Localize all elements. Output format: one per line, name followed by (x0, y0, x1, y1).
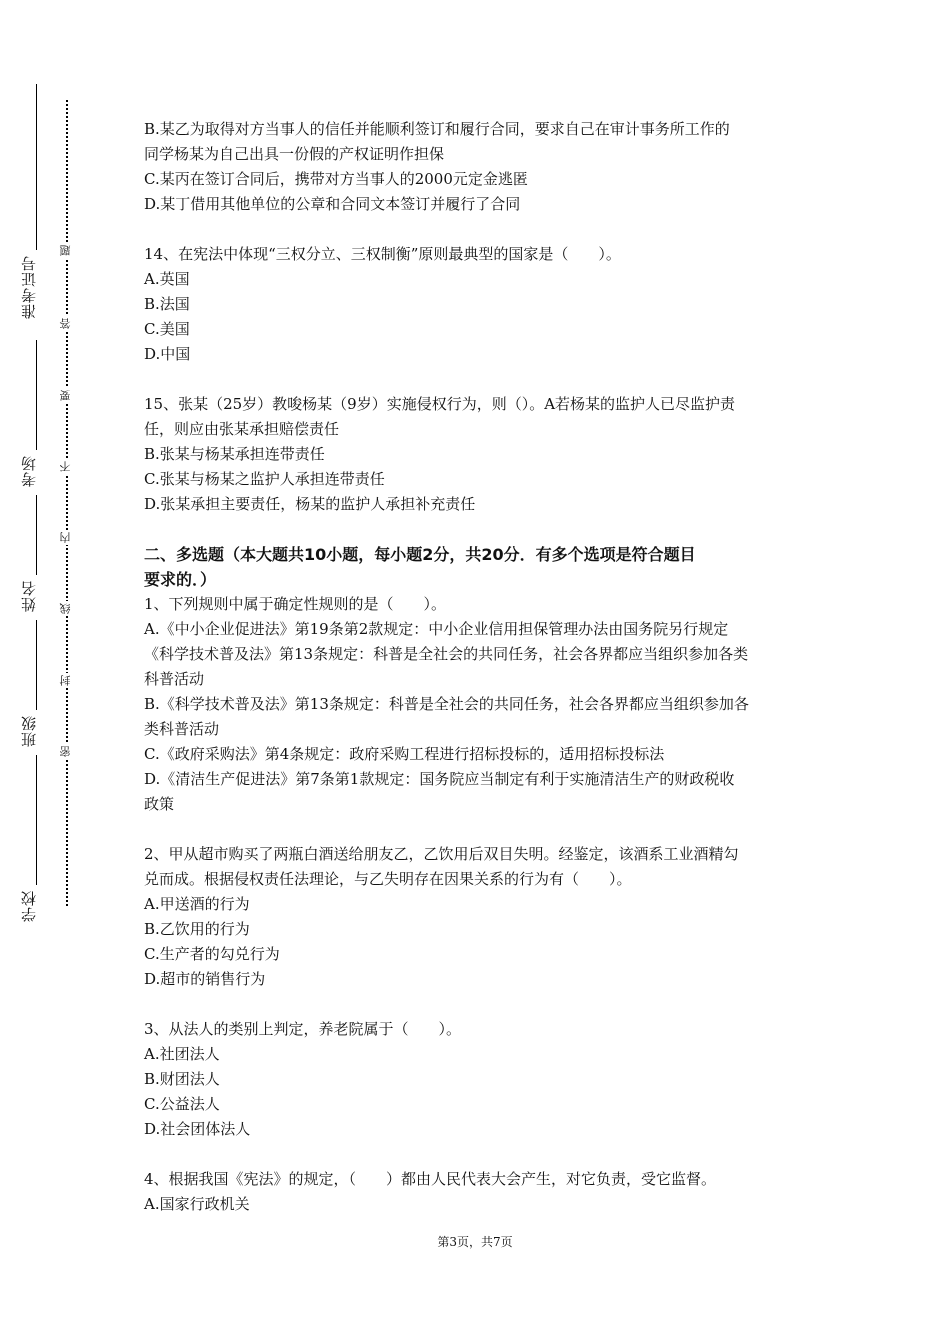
seal-char-2: 答 (59, 318, 72, 329)
section-2-question-4 (144, 1167, 814, 1217)
q13-line: 同学杨某为自己出具一份假的产权证明作担保 (144, 145, 445, 163)
s2-q4-line: 4、根据我国《宪法》的规定，（ ）都由人民代表大会产生，对它负责，受它监督。 (144, 1170, 717, 1188)
s2-q3-line: C.公益法人 (144, 1095, 220, 1113)
section-2-question-2 (144, 842, 814, 992)
seal-char-7: 封 (59, 675, 72, 686)
label-school: 学校 (20, 890, 38, 922)
s2-q1-line: D.《清洁生产促进法》第7条第1款规定：国务院应当制定有利于实施清洁生产的财政税收 (144, 770, 735, 788)
q15-line: C.张某与杨某之监护人承担连带责任 (144, 470, 385, 488)
s2-q1-line: 科普活动 (144, 670, 205, 688)
question-15 (144, 392, 814, 517)
q15-line: D.张某承担主要责任，杨某的监护人承担补充责任 (144, 495, 476, 513)
margin-rule-5 (36, 755, 37, 885)
s2-q4-line: A.国家行政机关 (144, 1195, 250, 1213)
q13-line: B.某乙为取得对方当事人的信任并能顺利签订和履行合同，要求自己在审计事务所工作的 (144, 120, 730, 138)
seal-char-8: 密 (59, 746, 72, 757)
q14-option-c: C.美国 (144, 320, 190, 338)
s2-q1-line: A.《中小企业促进法》第19条第2款规定：中小企业信用担保管理办法由国务院另行规定 (144, 620, 729, 638)
s2-q3-line: B.财团法人 (144, 1070, 220, 1088)
seal-char-1: 题 (59, 245, 72, 256)
s2-q3-line: D.社会团体法人 (144, 1120, 251, 1138)
q14-option-d: D.中国 (144, 345, 191, 363)
margin-rule-4 (36, 620, 37, 710)
seal-char-6: 线 (59, 603, 72, 614)
q15-line: 任，则应由张某承担赔偿责任 (144, 420, 340, 438)
section-2-heading: 要求的．） (144, 570, 217, 589)
s2-q2-line: B.乙饮用的行为 (144, 920, 250, 938)
s2-q1-line: 《科学技术普及法》第13条规定：科普是全社会的共同任务，社会各界都应当组织参加各类 (144, 645, 749, 663)
label-exam-room: 考场 (20, 455, 38, 487)
s2-q2-line: D.超市的销售行为 (144, 970, 266, 988)
section-2-question-3 (144, 1017, 814, 1142)
label-exam-number: 准考证号 (20, 255, 38, 319)
q15-line: 15、张某（25岁）教唆杨某（9岁）实施侵权行为，则（）。A若杨某的监护人已尽监护责 (144, 395, 736, 413)
s2-q1-line: 1、下列规则中属于确定性规则的是（ ）。 (144, 595, 447, 613)
binding-margin (0, 0, 110, 1344)
s2-q1-line: B.《科学技术普及法》第13条规定：科普是全社会的共同任务，社会各界都应当组织参加各 (144, 695, 749, 713)
section-2-heading: 二、多选题（本大题共10小题，每小题2分，共20分．有多个选项是符合题目 (144, 545, 696, 564)
q13-line: C.某丙在签订合同后，携带对方当事人的2000元定金逃匿 (144, 170, 528, 188)
q14-option-b: B.法国 (144, 295, 190, 313)
s2-q2-line: 兑而成。根据侵权责任法理论，与乙失明存在因果关系的行为有（ ）。 (144, 870, 632, 888)
label-class: 班级 (20, 715, 38, 747)
s2-q2-line: 2、甲从超市购买了两瓶白酒送给朋友乙，乙饮用后双目失明。经鉴定，该酒系工业酒精勾 (144, 845, 739, 863)
section-2 (144, 542, 814, 817)
s2-q1-line: C.《政府采购法》第4条规定：政府采购工程进行招标投标的，适用招标投标法 (144, 745, 665, 763)
q13-line: D.某丁借用其他单位的公章和合同文本签订并履行了合同 (144, 195, 521, 213)
s2-q2-line: C.生产者的勾兑行为 (144, 945, 280, 963)
q14-option-a: A.英国 (144, 270, 190, 288)
q14-stem: 14、在宪法中体现“三权分立、三权制衡”原则最典型的国家是（ ）。 (144, 245, 621, 263)
q15-line: B.张某与杨某承担连带责任 (144, 445, 325, 463)
s2-q3-line: A.社团法人 (144, 1045, 220, 1063)
margin-rule-2 (36, 340, 37, 450)
margin-rule-1 (36, 84, 37, 250)
page-footer: 第3页，共7页 (437, 1235, 513, 1249)
label-name: 姓名 (20, 580, 38, 612)
s2-q2-line: A.甲送酒的行为 (144, 895, 250, 913)
question-13-continued (144, 117, 814, 217)
s2-q3-line: 3、从法人的类别上判定，养老院属于（ ）。 (144, 1020, 462, 1038)
seal-char-3: 要 (59, 390, 72, 401)
s2-q1-line: 政策 (144, 795, 175, 813)
seal-char-5: 内 (59, 532, 72, 543)
margin-rule-3 (36, 495, 37, 575)
s2-q1-line: 类科普活动 (144, 720, 220, 738)
page-content (144, 117, 814, 1242)
seal-dotted-line (66, 100, 68, 906)
question-14 (144, 242, 814, 367)
seal-char-4: 不 (59, 461, 72, 472)
